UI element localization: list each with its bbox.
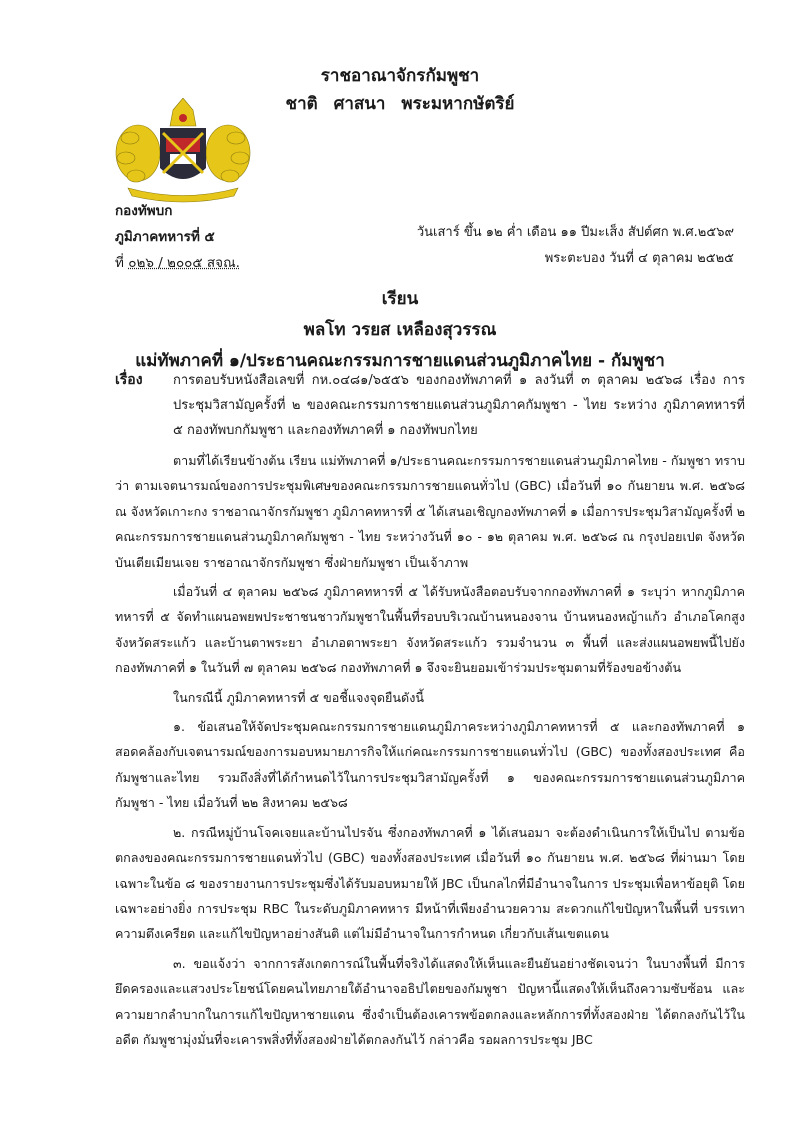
sender-block <box>115 198 240 276</box>
reference-prefix: ที่ <box>115 255 124 271</box>
subject-block <box>115 368 745 443</box>
solar-date: พระตะบอง วันที่ ๔ ตุลาคม ๒๕๒๕ <box>544 251 734 266</box>
body-paragraph-1: ตามที่ได้เรียนข้างต้น เรียน แม่ทัพภาคที่ ๑/ประธานคณะกรรมการชายแดนส่วนภูมิภาคไทย - กัมพูชา ทราบว่า ตามเจตนารมณ์ของการประชุมพิเศษของคณะกรรมการชายแดนทั่วไป (GBC) เมื่อวันที่ ๑๐ กันยายน พ.ศ. ๒๕๖๘ ณ จังหวัดเกาะกง ราชอาณาจักรกัมพูชา ภูมิภาคทหารที่ ๕ ได้เสนอเชิญกองทัพภาคที่ ๑ เมื่อการประชุมวิสามัญครั้งที่ ๒ คณะกรรมการชายแดนส่วนภูมิภาคกัมพูชา - ไทย ระหว่างวันที่ ๑๐ - ๑๒ ตุลาคม พ.ศ. ๒๕๖๘ ณ กรุงปอยเปต จังหวัดบันเตียเมียนเจย ราชอาณาจักรกัมพูชา ซึ่งฝ่ายกัมพูชา เป็นเจ้าภาพ <box>115 453 745 570</box>
sender-region: ภูมิภาคทหารที่ ๕ <box>115 229 215 245</box>
body-paragraph-2: เมื่อวันที่ ๔ ตุลาคม ๒๕๖๘ ภูมิภาคทหารที่ ๕ ได้รับหนังสือตอบรับจากกองทัพภาคที่ ๑ ระบุว่า หากภูมิภาคทหารที่ ๕ จัดทำแผนอพยพประชาชนชาวกัมพูชาในพื้นที่รอบบริเวณบ้านหนองจาน บ้านหนองหญ้าแก้ว อำเภอโคกสูง จังหวัดสระแก้ว และบ้านตาพระยา อำเภอตาพระยา จังหวัดสระแก้ว รวมจำนวน ๓ พื้นที่ และส่งแผนอพยพนี้ไปยังกองทัพภาคที่ ๑ ในวันที่ ๗ ตุลาคม ๒๕๖๘ กองทัพภาคที่ ๑ จึงจะยินยอมเข้าร่วมประชุมตามที่ร้องขอข้างต้น <box>115 584 745 676</box>
army-emblem-icon <box>108 98 258 203</box>
national-motto: ชาติ ศาสนา พระมหากษัตริย์ <box>285 94 515 114</box>
list-item-2: ๒. กรณีหมู่บ้านโจคเจยและบ้านไปรจัน ซึ่งกองทัพภาคที่ ๑ ได้เสนอมา จะต้องดำเนินการให้เป็นไป ตามข้อตกลงของคณะกรรมการชายแดนทั่วไป (GBC) ของทั้งสองประเทศ เมื่อวันที่ ๑๐ กันยายน พ.ศ. ๒๕๖๘ ที่ผ่านมา โดยเฉพาะในข้อ ๘ ของรายงานการประชุมซึ่งได้รับมอบหมายให้ JBC เป็นกลไกที่มีอำนาจในการ ประชุมเพื่อหาข้อยุติ โดยเฉพาะอย่างยิ่ง การประชุม RBC ในระดับภูมิภาคทหาร มีหน้าที่เพียงอำนวยความ สะดวกแก้ไขปัญหาในพื้นที่ บรรเทาความตึงเครียด และแก้ไขปัญหาอย่างสันติ แต่ไม่มีอำนาจในการกำหนด เกี่ยวกับเส้นเขตแดน <box>115 824 745 942</box>
body-paragraph-3: ในกรณีนี้ ภูมิภาคทหารที่ ๕ ขอชี้แจงจุดยืนดังนี้ <box>173 689 424 705</box>
letter-body <box>115 448 745 1056</box>
kingdom-name: ราชอาณาจักรกัมพูชา <box>320 66 480 86</box>
lunar-date: วันเสาร์ ขึ้น ๑๒ ค่ำ เดือน ๑๑ ปีมะเส็ง สัปต์ศก พ.ศ.๒๕๖๙ <box>416 225 734 240</box>
addressee-block <box>0 284 800 377</box>
sender-unit: กองทัพบก <box>115 203 173 219</box>
addressee-position: แม่ทัพภาคที่ ๑/ประธานคณะกรรมการชายแดนส่วนภูมิภาคไทย - กัมพูชา <box>135 351 665 371</box>
reference-value: ๐๒๖ / ๒๐๐๕ สจณ. <box>128 255 240 271</box>
date-block <box>417 220 734 272</box>
list-item-1: ๑. ข้อเสนอให้จัดประชุมคณะกรรมการชายแดนภูมิภาคระหว่างภูมิภาคทหารที่ ๕ และกองทัพภาคที่ ๑ สอดคล้องกับเจตนารมณ์ของการมอบหมายภารกิจให้แก่คณะกรรมการชายแดนทั่วไป (GBC) ของทั้งสองประเทศ คือกัมพูชาและไทย รวมถึงสิ่งที่ได้กำหนดไว้ในการประชุมวิสามัญครั้งที่ ๑ ของคณะกรรมการชายแดนส่วนภูมิภาค กัมพูชา - ไทย เมื่อวันที่ ๒๒ สิงหาคม ๒๕๖๘ <box>115 719 745 811</box>
addressee-name: พลโท วรยส เหลืองสุวรรณ <box>303 320 497 340</box>
salutation: เรียน <box>381 289 419 309</box>
subject-text: การตอบรับหนังสือเลขที่ กห.๐๔๘๑/๖๕๕๖ ของกองทัพภาคที่ ๑ ลงวันที่ ๓ ตุลาคม ๒๕๖๘ เรื่อง การประชุมวิสามัญครั้งที่ ๒ ของคณะกรรมการชายแดนส่วนภูมิภาคกัมพูชา - ไทย ระหว่าง ภูมิภาคทหารที่ ๕ กองทัพบกกัมพูชา และกองทัพภาคที่ ๑ กองทัพบกไทย <box>173 373 745 438</box>
reference-number <box>115 250 240 276</box>
subject-label: เรื่อง <box>115 372 143 388</box>
list-item-3: ๓. ขอแจ้งว่า จากการสังเกตการณ์ในพื้นที่จริงได้แสดงให้เห็นและยืนยันอย่างชัดเจนว่า ในบางพื้นที่ มีการยึดครองและแสวงประโยชน์โดยคนไทยภายใต้อำนาจอธิปไตยของกัมพูชา ปัญหานี้แสดงให้เห็นถึงความซับซ้อน และความยากลำบากในการแก้ไขปัญหาชายแดน ซึ่งจำเป็นต้องเคารพข้อตกลงและหลักการที่ทั้งสองฝ่าย ได้ตกลงกันไว้ในอดีต กัมพูชามุ่งมั่นที่จะเคารพสิ่งที่ทั้งสองฝ่ายได้ตกลงกันไว้ กล่าวคือ รอผลการประชุม JBC <box>115 955 745 1047</box>
